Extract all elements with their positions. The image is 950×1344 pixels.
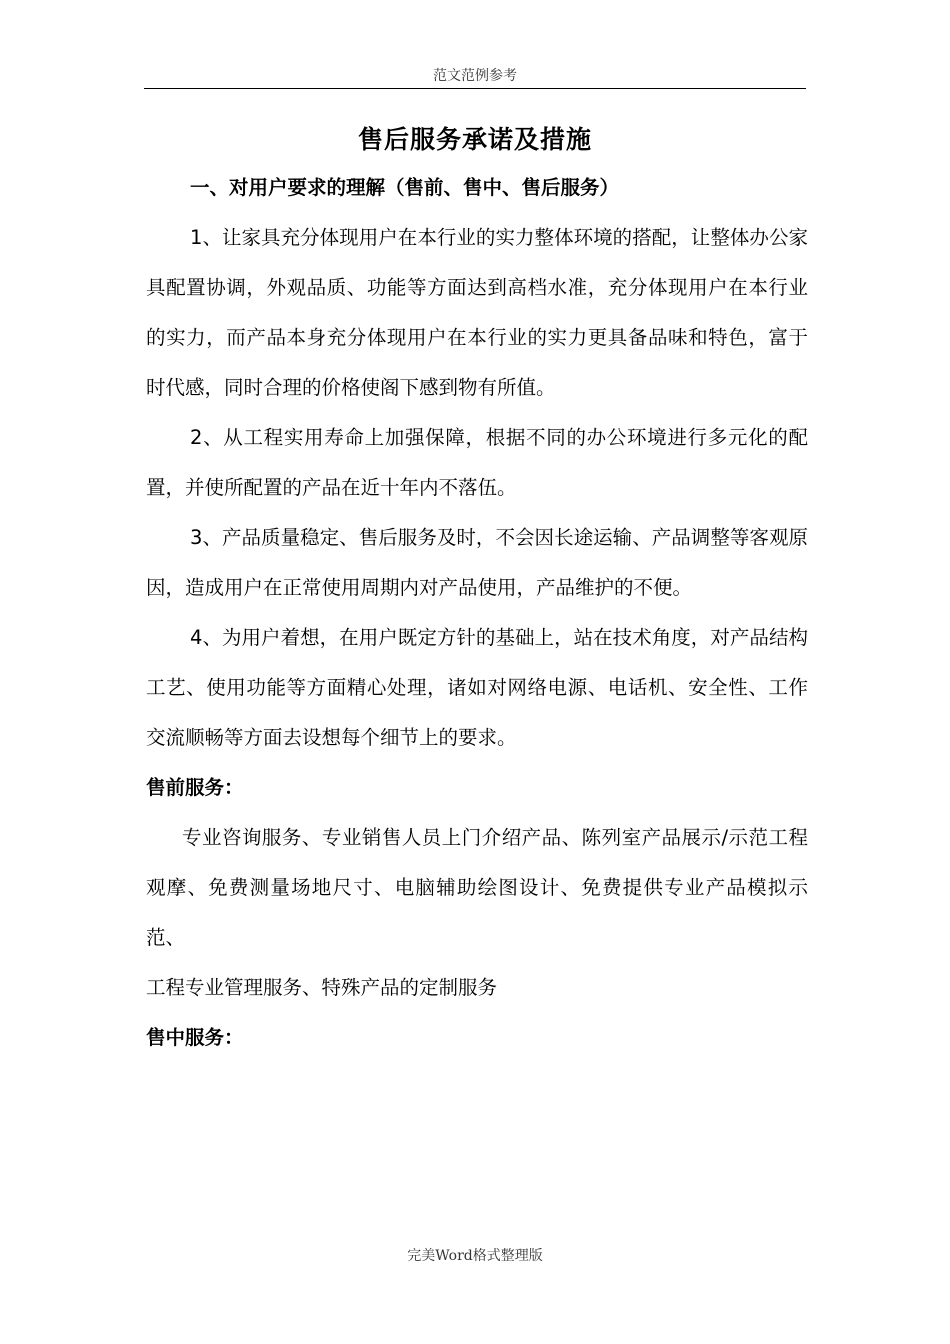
insale-heading: 售中服务： <box>146 1026 244 1049</box>
presale-heading: 售前服务： <box>146 776 244 799</box>
paragraph-3: 3、产品质量稳定、售后服务及时，不会因长途运输、产品调整等客观原因，造成用户在正常使用周期内对产品使用，产品维护的不便。 <box>146 526 808 599</box>
paragraph-2: 2、从工程实用寿命上加强保障，根据不同的办公环境进行多元化的配置，并使所配置的产品在近十年内不落伍。 <box>146 426 808 499</box>
document-body <box>146 163 808 1063</box>
presale-text-2: 工程专业管理服务、特殊产品的定制服务 <box>146 976 498 999</box>
section-heading: 一、对用户要求的理解（售前、售中、售后服务） <box>190 176 620 199</box>
header-divider <box>144 88 806 89</box>
page-header: 范文范例参考 <box>433 68 517 84</box>
paragraph-1: 1、让家具充分体现用户在本行业的实力整体环境的搭配，让整体办公家具配置协调，外观品质、功能等方面达到高档水准，充分体现用户在本行业的实力，而产品本身充分体现用户在本行业的实力更具备品味和特色，富于时代感，同时合理的价格使阁下感到物有所值。 <box>146 226 808 399</box>
presale-text: 专业咨询服务、专业销售人员上门介绍产品、陈列室产品展示/示范工程观摩、免费测量场地尺寸、电脑辅助绘图设计、免费提供专业产品模拟示范、 <box>146 826 808 949</box>
paragraph-4: 4、为用户着想，在用户既定方针的基础上，站在技术角度，对产品结构工艺、使用功能等方面精心处理，诸如对网络电源、电话机、安全性、工作交流顺畅等方面去设想每个细节上的要求。 <box>146 626 808 749</box>
document-title: 售后服务承诺及措施 <box>357 125 592 154</box>
page-footer: 完美Word格式整理版 <box>407 1248 543 1264</box>
